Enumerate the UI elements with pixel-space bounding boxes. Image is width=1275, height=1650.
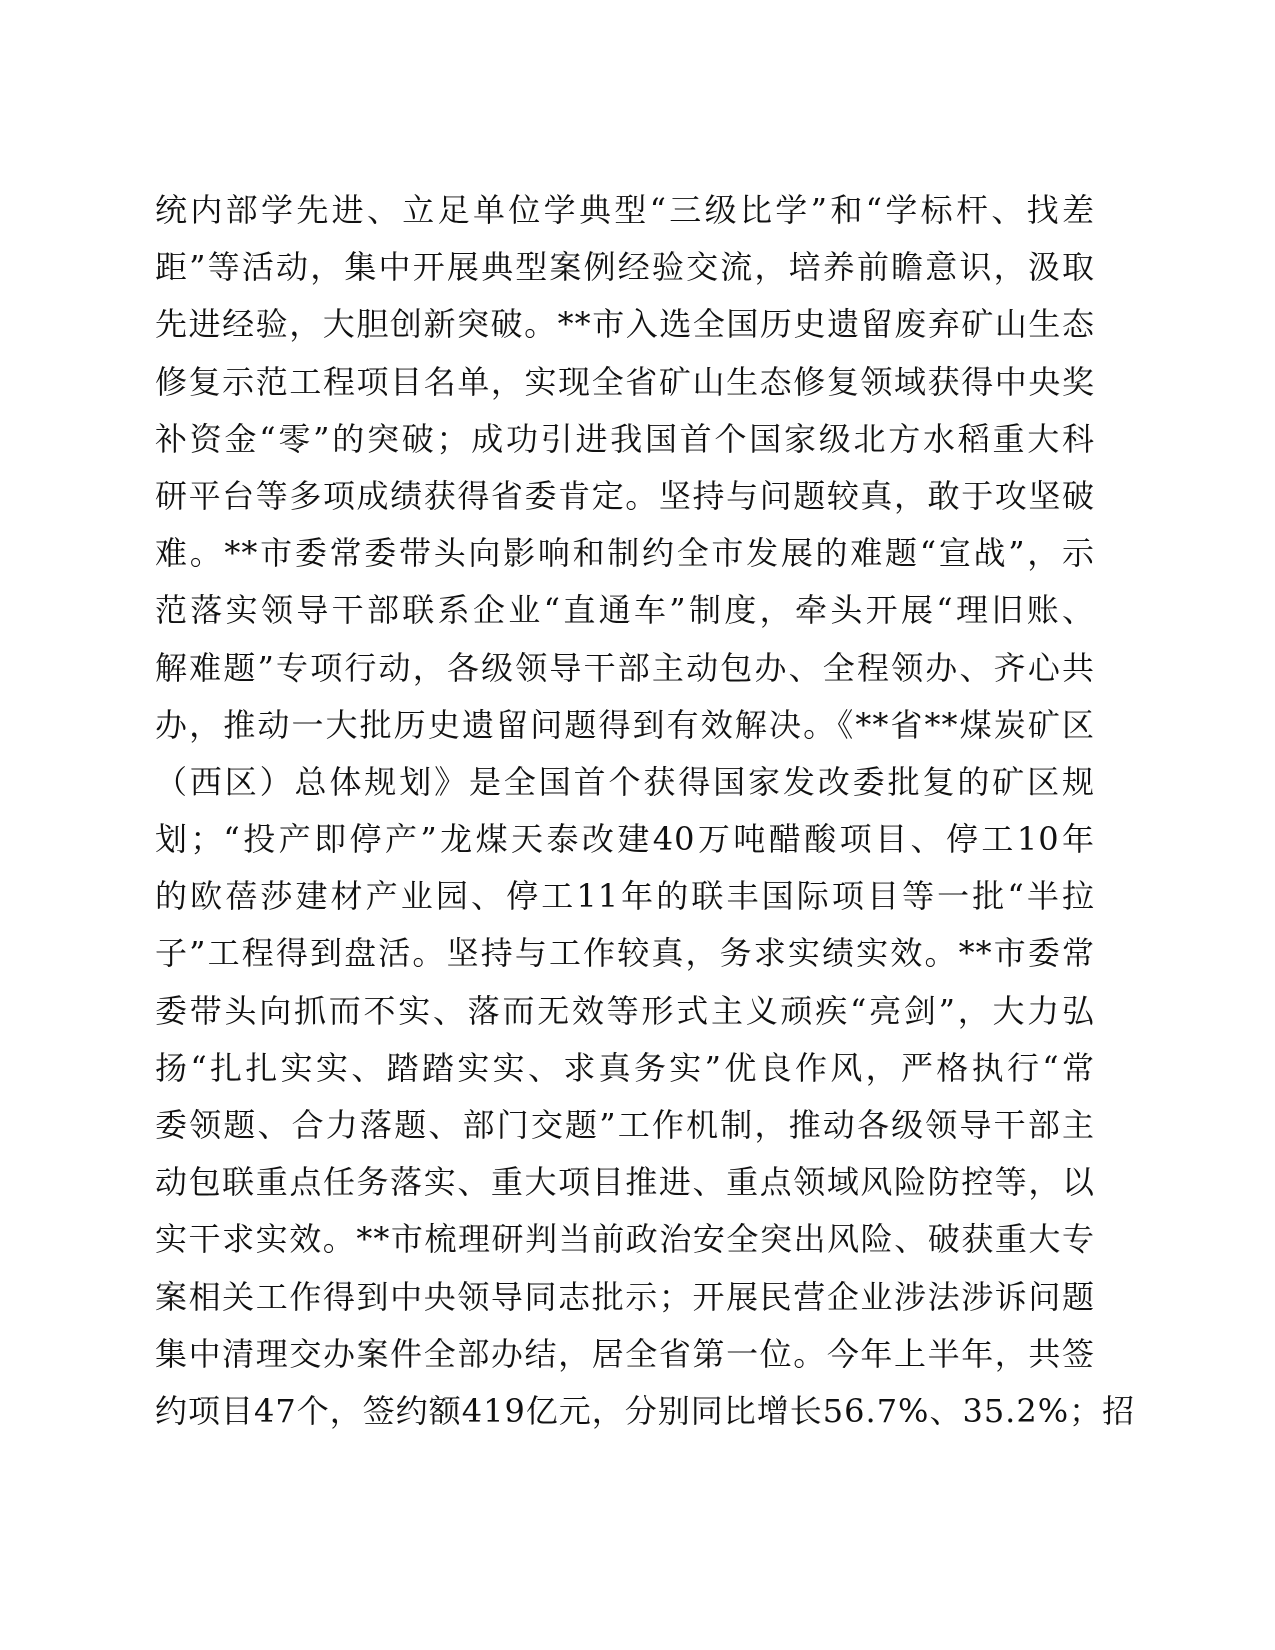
text-line: 距”等活动，集中开展典型案例经验交流，培养前瞻意识，汲取 — [155, 248, 1095, 287]
text-line: 动包联重点任务落实、重大项目推进、重点领域风险防控等，以 — [155, 1163, 1095, 1202]
text-line: 补资金“零”的突破；成功引进我国首个国家级北方水稻重大科 — [155, 419, 1095, 458]
text-line: 先进经验，大胆创新突破。**市入选全国历史遗留废弃矿山生态 — [155, 305, 1095, 344]
body-text — [155, 182, 1136, 1440]
text-line: 划；“投产即停产”龙煤天泰改建40万吨醋酸项目、停工10年 — [155, 820, 1095, 859]
text-line: 扬“扎扎实实、踏踏实实、求真务实”优良作风，严格执行“常 — [155, 1048, 1095, 1087]
text-line: 案相关工作得到中央领导同志批示；开展民营企业涉法涉诉问题 — [155, 1277, 1095, 1316]
text-line: 实干求实效。**市梳理研判当前政治安全突出风险、破获重大专 — [155, 1220, 1095, 1259]
text-line: 委领题、合力落题、部门交题”工作机制，推动各级领导干部主 — [155, 1106, 1095, 1144]
text-line: （西区）总体规划》是全国首个获得国家发改委批复的矿区规 — [155, 762, 1095, 801]
text-line: 办，推动一大批历史遗留问题得到有效解决。《**省**煤炭矿区 — [155, 705, 1095, 744]
text-line: 范落实领导干部联系企业“直通车”制度，牵头开展“理旧账、 — [155, 591, 1095, 630]
text-line: 难。**市委常委带头向影响和制约全市发展的难题“宣战”，示 — [155, 534, 1095, 573]
text-line: 修复示范工程项目名单，实现全省矿山生态修复领域获得中央奖 — [155, 362, 1095, 401]
text-line: 的欧蓓莎建材产业园、停工11年的联丰国际项目等一批“半拉 — [155, 877, 1095, 916]
text-line: 统内部学先进、立足单位学典型“三级比学”和“学标杆、找差 — [155, 191, 1095, 229]
text-line: 集中清理交办案件全部办结，居全省第一位。今年上半年，共签 — [155, 1334, 1095, 1373]
text-line: 研平台等多项成绩获得省委肯定。坚持与问题较真，敢于攻坚破 — [155, 476, 1095, 515]
text-line: 约项目47个，签约额419亿元，分别同比增长56.7%、35.2%；招 — [155, 1391, 1136, 1430]
text-line: 解难题”专项行动，各级领导干部主动包办、全程领办、齐心共 — [155, 648, 1095, 687]
text-line: 子”工程得到盘活。坚持与工作较真，务求实绩实效。**市委常 — [155, 934, 1095, 973]
text-line: 委带头向抓而不实、落而无效等形式主义顽疾“亮剑”，大力弘 — [155, 991, 1095, 1030]
